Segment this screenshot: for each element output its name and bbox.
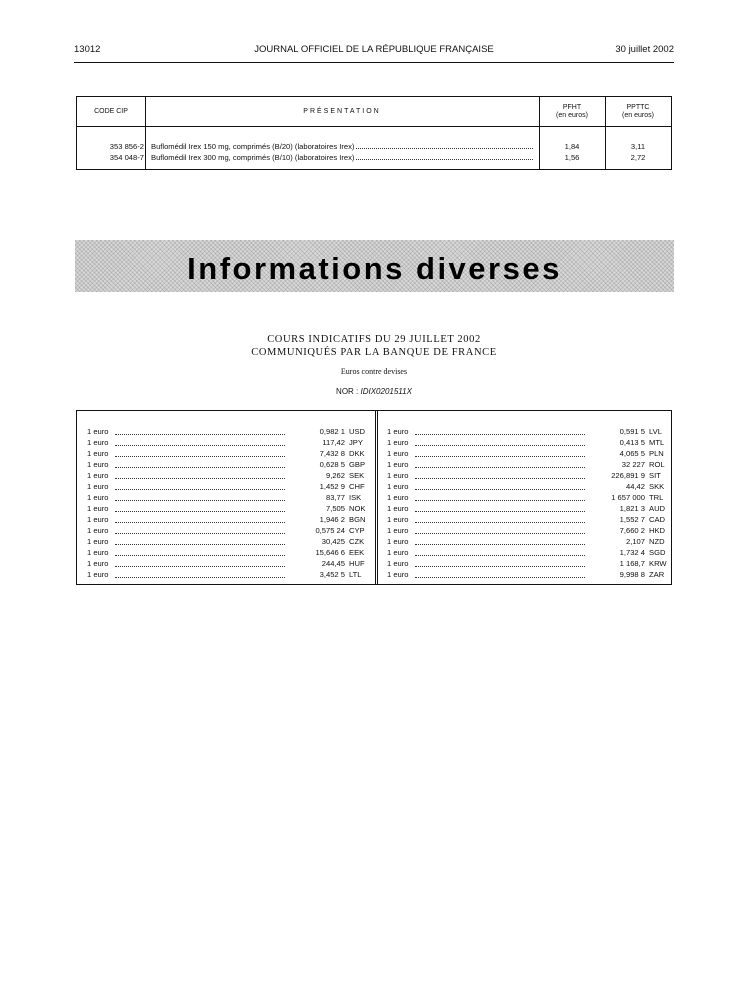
column-header-pfht: [539, 97, 605, 126]
rate-row: [387, 481, 667, 492]
dot-leader: [415, 470, 585, 479]
dot-leader: [115, 437, 285, 446]
dot-leader: [415, 547, 585, 556]
rate-row: [87, 492, 367, 503]
currency-code: TRL: [649, 493, 664, 502]
dot-leader: [415, 437, 585, 446]
rate-row: [387, 470, 667, 481]
rates-column-right: [387, 426, 667, 580]
rate-row: [87, 470, 367, 481]
rate-label: 1 euro: [87, 515, 109, 524]
currency-code: SGD: [649, 548, 666, 557]
pfht-value: 1,84: [564, 142, 580, 151]
rate-label: 1 euro: [87, 526, 109, 535]
description-text: Buflomédil Irex 150 mg, comprimés (B/20) (laboratoires Irex): [151, 142, 355, 151]
dot-leader: [115, 514, 285, 523]
rate-value: 1,452 9: [319, 482, 345, 491]
rate-row: [87, 503, 367, 514]
rate-row: [387, 525, 667, 536]
currency-code: KRW: [649, 559, 667, 568]
rate-label: 1 euro: [387, 515, 409, 524]
currency-code: CZK: [349, 537, 365, 546]
currency-code: EEK: [349, 548, 365, 557]
currency-code: NZD: [649, 537, 665, 546]
rate-label: 1 euro: [387, 427, 409, 436]
rate-row: [387, 426, 667, 437]
rate-value: 9,262: [325, 471, 345, 480]
rate-label: 1 euro: [87, 559, 109, 568]
currency-code: NOK: [349, 504, 366, 513]
header-divider: [74, 62, 674, 63]
medicine-description: [151, 152, 535, 163]
rate-row: [87, 536, 367, 547]
dot-leader: [356, 141, 533, 149]
rate-value: 0,575 24: [315, 526, 345, 535]
rate-value: 9,998 8: [619, 570, 645, 579]
rate-label: 1 euro: [387, 449, 409, 458]
exchange-rates-table: [76, 410, 672, 585]
dot-leader: [115, 569, 285, 578]
rate-row: [387, 459, 667, 470]
rate-label: 1 euro: [387, 438, 409, 447]
currency-code: GBP: [349, 460, 366, 469]
pfht-value: 1,56: [564, 153, 580, 162]
dot-leader: [356, 152, 533, 160]
rate-value: 226,891 9: [611, 471, 645, 480]
cip-code: 354 048-7: [109, 153, 144, 162]
rate-value: 7,432 8: [319, 449, 345, 458]
dot-leader: [415, 558, 585, 567]
rate-value: 44,42: [625, 482, 645, 491]
dot-leader: [115, 481, 285, 490]
nor-label: NOR :: [336, 387, 361, 396]
rate-value: 1 657 000: [611, 493, 645, 502]
currency-code: LTL: [349, 570, 362, 579]
dot-leader: [115, 503, 285, 512]
currency-code: HUF: [349, 559, 365, 568]
dot-leader: [415, 448, 585, 457]
rate-row: [87, 437, 367, 448]
rates-title-line2: COMMUNIQUÉS PAR LA BANQUE DE FRANCE: [251, 347, 497, 358]
dot-leader: [115, 547, 285, 556]
rate-value: 0,413 5: [619, 438, 645, 447]
dot-leader: [415, 536, 585, 545]
rate-value: 1,552 7: [619, 515, 645, 524]
rate-value: 0,628 5: [319, 460, 345, 469]
nor-value: IDIX0201511X: [360, 387, 412, 396]
column-header-code: CODE CIP: [94, 107, 128, 115]
rate-row: [87, 481, 367, 492]
rate-label: 1 euro: [87, 548, 109, 557]
dot-leader: [115, 525, 285, 534]
rate-value: 83,77: [325, 493, 345, 502]
rate-label: 1 euro: [387, 526, 409, 535]
column-divider: [375, 411, 378, 584]
column-header-presentation: PRÉSENTATION: [303, 107, 381, 115]
rate-value: 1,732 4: [619, 548, 645, 557]
rate-value: 4,065 5: [619, 449, 645, 458]
rate-row: [87, 514, 367, 525]
currency-code: CAD: [649, 515, 666, 524]
rate-row: [87, 547, 367, 558]
rate-value: 1 168,7: [619, 559, 645, 568]
rate-row: [87, 459, 367, 470]
dot-leader: [115, 459, 285, 468]
rate-value: 7,660 2: [619, 526, 645, 535]
currency-code: DKK: [349, 449, 365, 458]
rate-label: 1 euro: [387, 460, 409, 469]
pfht-label: PFHT: [562, 103, 582, 111]
rate-value: 117,42: [322, 438, 345, 447]
rate-label: 1 euro: [387, 471, 409, 480]
dot-leader: [415, 569, 585, 578]
currency-code: SIT: [649, 471, 661, 480]
dot-leader: [115, 470, 285, 479]
rate-row: [387, 536, 667, 547]
rate-row: [87, 569, 367, 580]
rate-value: 244,45: [321, 559, 345, 568]
rate-label: 1 euro: [87, 460, 109, 469]
rate-row: [87, 525, 367, 536]
issue-date: 30 juillet 2002: [615, 44, 674, 55]
pfht-unit: (en euros): [556, 111, 588, 119]
rate-value: 15,646 6: [315, 548, 345, 557]
currency-code: HKD: [649, 526, 666, 535]
rate-label: 1 euro: [387, 504, 409, 513]
rate-label: 1 euro: [387, 482, 409, 491]
rate-value: 7,505: [325, 504, 345, 513]
currency-code: LVL: [649, 427, 662, 436]
rate-row: [387, 558, 667, 569]
rate-label: 1 euro: [87, 438, 109, 447]
rate-value: 1,821 3: [619, 504, 645, 513]
rate-row: [387, 514, 667, 525]
dot-leader: [115, 492, 285, 501]
rate-value: 1,946 2: [319, 515, 345, 524]
currency-code: BGN: [349, 515, 366, 524]
rate-value: 0,591 5: [619, 427, 645, 436]
rates-column-left: [87, 426, 367, 580]
currency-code: USD: [349, 427, 366, 436]
currency-code: AUD: [649, 504, 666, 513]
ppttc-value: 3,11: [630, 142, 646, 151]
rate-row: [387, 492, 667, 503]
rate-label: 1 euro: [87, 471, 109, 480]
dot-leader: [415, 426, 585, 435]
description-text: Buflomédil Irex 300 mg, comprimés (B/10) (laboratoires Irex): [151, 153, 355, 162]
dot-leader: [115, 558, 285, 567]
journal-title: JOURNAL OFFICIEL DE LA RÉPUBLIQUE FRANÇAISE: [254, 44, 494, 55]
rate-label: 1 euro: [87, 427, 109, 436]
ppttc-label: PPTTC: [626, 103, 650, 111]
section-title: Informations diverses: [187, 251, 562, 286]
rate-label: 1 euro: [387, 493, 409, 502]
dot-leader: [415, 492, 585, 501]
rate-label: 1 euro: [387, 570, 409, 579]
ppttc-value: 2,72: [630, 153, 646, 162]
currency-code: MTL: [649, 438, 665, 447]
rate-label: 1 euro: [87, 570, 109, 579]
medicine-description: [151, 141, 535, 152]
rate-label: 1 euro: [387, 537, 409, 546]
medicine-price-table: [76, 96, 672, 170]
rate-row: [87, 558, 367, 569]
rates-title-line1: COURS INDICATIFS DU 29 JUILLET 2002: [267, 334, 481, 345]
rate-row: [387, 437, 667, 448]
rate-label: 1 euro: [87, 482, 109, 491]
currency-code: SEK: [349, 471, 365, 480]
dot-leader: [415, 514, 585, 523]
rate-label: 1 euro: [87, 493, 109, 502]
rate-row: [387, 547, 667, 558]
nor-reference: [0, 387, 748, 396]
currency-code: ROL: [649, 460, 665, 469]
rate-label: 1 euro: [87, 537, 109, 546]
rate-label: 1 euro: [387, 559, 409, 568]
rate-label: 1 euro: [387, 548, 409, 557]
ppttc-unit: (en euros): [622, 111, 654, 119]
rate-value: 30,425: [321, 537, 345, 546]
rate-label: 1 euro: [87, 504, 109, 513]
dot-leader: [415, 503, 585, 512]
rate-value: 0,982 1: [319, 427, 345, 436]
column-header-ppttc: [605, 97, 671, 126]
rate-row: [87, 426, 367, 437]
page-number: 13012: [74, 44, 101, 55]
currency-code: CYP: [349, 526, 365, 535]
currency-code: ZAR: [649, 570, 665, 579]
header-row-divider: [77, 126, 671, 127]
dot-leader: [415, 481, 585, 490]
currency-code: CHF: [349, 482, 365, 491]
rate-row: [87, 448, 367, 459]
rates-subtitle: Euros contre devises: [340, 367, 408, 376]
rate-label: 1 euro: [87, 449, 109, 458]
section-banner: [75, 240, 674, 292]
currency-code: ISK: [349, 493, 362, 502]
rate-value: 2,107: [625, 537, 645, 546]
dot-leader: [115, 536, 285, 545]
dot-leader: [115, 448, 285, 457]
currency-code: JPY: [349, 438, 363, 447]
currency-code: SKK: [649, 482, 665, 491]
cip-code: 353 856-2: [109, 142, 144, 151]
page-header: [74, 44, 674, 58]
dot-leader: [415, 525, 585, 534]
dot-leader: [115, 426, 285, 435]
currency-code: PLN: [649, 449, 664, 458]
dot-leader: [415, 459, 585, 468]
rate-row: [387, 503, 667, 514]
rate-row: [387, 448, 667, 459]
rate-value: 32 227: [621, 460, 645, 469]
rate-value: 3,452 5: [319, 570, 345, 579]
rate-row: [387, 569, 667, 580]
